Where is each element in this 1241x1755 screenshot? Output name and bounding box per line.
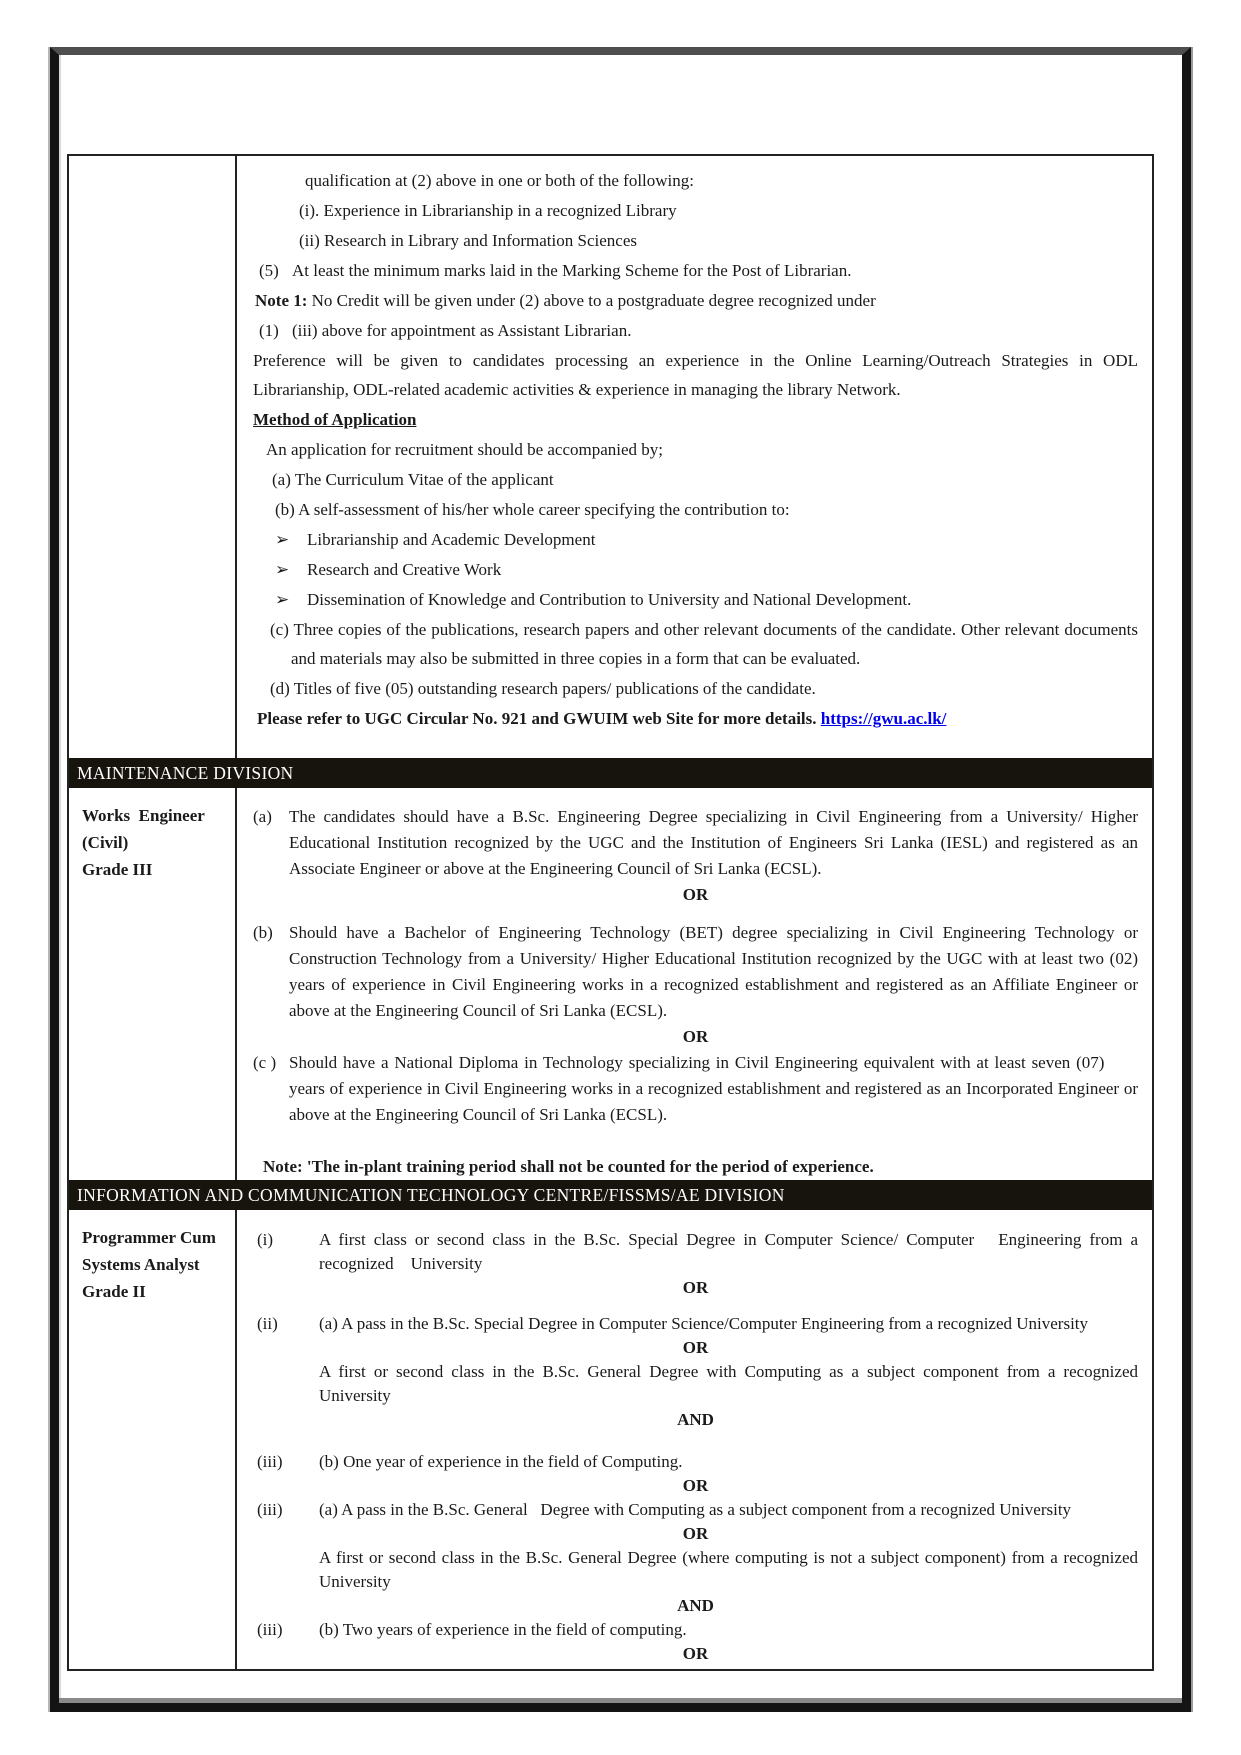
paragraph-note1: [253, 286, 1138, 315]
bullet-librarianship: [253, 525, 1138, 554]
paragraph-item-c: (c) Three copies of the publications, research papers and other relevant documents of the candidate. Other relevant documents and materials may also be submitted in three copies in a form that can be evaluated.: [270, 620, 1138, 668]
section-header-maintenance-division: MAINTENANCE DIVISION: [69, 758, 1152, 788]
gwu-website-link[interactable]: https://gwu.ac.lk/: [820, 709, 947, 728]
item-label: [253, 1360, 319, 1408]
paragraph-research-library: (ii) Research in Library and Information Sciences: [299, 231, 637, 250]
programmer-post-cell: [69, 1210, 237, 1669]
paragraph-item-d: (d) Titles of five (05) outstanding research papers/ publications of the candidate.: [270, 679, 816, 698]
item-text: At least the minimum marks laid in the Marking Scheme for the Post of Librarian.: [292, 261, 852, 280]
arrow-bullet-icon: ➢: [275, 560, 290, 579]
table-row-librarian: [69, 156, 1152, 758]
item-text: A first or second class in the B.Sc. General Degree (where computing is not a subject component) from a recognized University: [319, 1548, 1138, 1591]
bullet-research: [253, 555, 1138, 584]
item-text: (a) A pass in the B.Sc. General Degree with Computing as a subject component from a recognized University: [319, 1500, 1072, 1519]
qualification-item-c: [253, 1050, 1138, 1128]
refer-text: Please refer to UGC Circular No. 921 and GWUIM web Site for more details.: [257, 709, 821, 728]
item-text: (iii) above for appointment as Assistant Librarian.: [292, 321, 632, 340]
qualification-item-ii: [253, 1312, 1138, 1336]
item-text: A first class or second class in the B.Sc. Special Degree in Computer Science/ Computer Engineering from a recognized University: [319, 1230, 1138, 1273]
table-row-works-engineer: [69, 788, 1152, 1180]
method-of-application-heading: Method of Application: [253, 410, 417, 429]
item-text: (b) Two years of experience in the field of computing.: [319, 1620, 687, 1639]
paragraph-minimum-marks: [253, 256, 1138, 285]
post-title-line: Programmer Cum: [82, 1228, 216, 1247]
post-title-line: (Civil): [82, 833, 129, 852]
or-connector: OR: [682, 1027, 709, 1046]
or-connector: OR: [682, 1524, 709, 1543]
item-label: (b): [253, 923, 273, 942]
paragraph-item-b: (b) A self-assessment of his/her whole career specifying the contribution to:: [275, 500, 790, 519]
item-text: Should have a National Diploma in Technology specializing in Civil Engineering equivalent with at least seven (07) years of experience in Civil Engineering works in a recognized establishment and registered as an Incorporated Engineer or above at the Engineering Council of Sri Lanka (ECSL).: [289, 1053, 1138, 1124]
item-label: (ii): [257, 1314, 278, 1333]
qualification-item-iii-3: [253, 1618, 1138, 1642]
item-label: (c ): [253, 1053, 277, 1072]
paragraph-inplant-note: Note: 'The in-plant training period shall not be counted for the period of experience.: [263, 1157, 874, 1176]
paragraph-preference: Preference will be given to candidates processing an experience in the Online Learning/Outreach Strategies in ODL Librarianship, ODL-related academic activities & experience in managing the library Network.: [253, 351, 1138, 399]
post-title-line: Works Engineer: [82, 806, 205, 825]
section-header-ict-division: INFORMATION AND COMMUNICATION TECHNOLOGY CENTRE/FISSMS/AE DIVISION: [69, 1180, 1152, 1210]
item-label: (1): [259, 321, 279, 340]
item-label: (i): [257, 1230, 274, 1249]
or-connector: OR: [682, 885, 709, 904]
post-grade-line: Grade II: [82, 1282, 146, 1301]
paragraph-qualification: qualification at (2) above in one or both of the following:: [305, 171, 695, 190]
or-connector: OR: [682, 1476, 709, 1495]
table-row-programmer-analyst: [69, 1210, 1152, 1669]
note1-prefix: Note 1:: [255, 291, 308, 310]
programmer-qualifications-cell: [237, 1210, 1152, 1669]
qualification-item-b: [253, 920, 1138, 1024]
item-text: The candidates should have a B.Sc. Engineering Degree specializing in Civil Engineering from a University/ Higher Educational Institution recognized by the UGC and the Institution of Engineers Sri Lanka (IESL) and registered as an Associate Engineer or above at the Engineering Council of Sri Lanka (ECSL).: [289, 807, 1138, 878]
librarian-qualifications-cell: [237, 156, 1152, 758]
page-frame: [50, 47, 1191, 1712]
or-connector: OR: [682, 1338, 709, 1357]
or-connector: OR: [682, 1644, 709, 1663]
librarian-post-cell-empty: [69, 156, 237, 758]
item-label: (iii): [257, 1620, 283, 1639]
arrow-bullet-icon: ➢: [275, 530, 290, 549]
qualification-item-a: [253, 804, 1138, 882]
note1-text: No Credit will be given under (2) above to a postgraduate degree recognized under: [307, 291, 876, 310]
paragraph-application-intro: An application for recruitment should be accompanied by;: [266, 440, 664, 459]
qualification-item-i: [253, 1228, 1138, 1276]
bullet-dissemination: [253, 585, 1138, 614]
paragraph-appointment: [253, 316, 1138, 345]
bullet-text: Dissemination of Knowledge and Contribution to University and National Development.: [307, 590, 912, 609]
item-label: [253, 1546, 319, 1594]
item-label: (iii): [257, 1452, 283, 1471]
item-label: (5): [259, 261, 279, 280]
arrow-bullet-icon: ➢: [275, 590, 290, 609]
and-connector: AND: [677, 1410, 714, 1429]
item-text: A first or second class in the B.Sc. General Degree with Computing as a subject component from a recognized University: [319, 1362, 1138, 1405]
paragraph-refer-ugc: [253, 704, 1138, 733]
paragraph-experience-librarianship: (i). Experience in Librarianship in a recognized Library: [299, 201, 677, 220]
or-connector: OR: [682, 1278, 709, 1297]
item-text: (b) One year of experience in the field of Computing.: [319, 1452, 683, 1471]
bullet-text: Librarianship and Academic Development: [307, 530, 596, 549]
qualification-item-iii-1: [253, 1450, 1138, 1474]
qualification-item-ii-alt: [253, 1360, 1138, 1408]
works-engineer-post-cell: [69, 788, 237, 1180]
vacancy-table: [67, 154, 1154, 1671]
bullet-text: Research and Creative Work: [307, 560, 502, 579]
paragraph-item-a: (a) The Curriculum Vitae of the applicant: [272, 470, 554, 489]
post-grade-line: Grade III: [82, 860, 153, 879]
post-title-line: Systems Analyst: [82, 1255, 200, 1274]
item-label: (a): [253, 807, 272, 826]
qualification-item-iii-alt: [253, 1546, 1138, 1594]
item-text: Should have a Bachelor of Engineering Technology (BET) degree specializing in Civil Engineering Technology or Construction Technology from a University/ Higher Educational Institution recognized by the UGC with at least two (02) years of experience in Civil Engineering works in a recognized establishment and registered as an Affiliate Engineer or above at the Engineering Council of Sri Lanka (ECSL).: [289, 923, 1138, 1020]
works-engineer-qualifications-cell: [237, 788, 1152, 1180]
item-text: (a) A pass in the B.Sc. Special Degree in Computer Science/Computer Engineering from a recognized University: [319, 1314, 1089, 1333]
qualification-item-iii-2: [253, 1498, 1138, 1522]
item-label: (iii): [257, 1500, 283, 1519]
and-connector: AND: [677, 1596, 714, 1615]
